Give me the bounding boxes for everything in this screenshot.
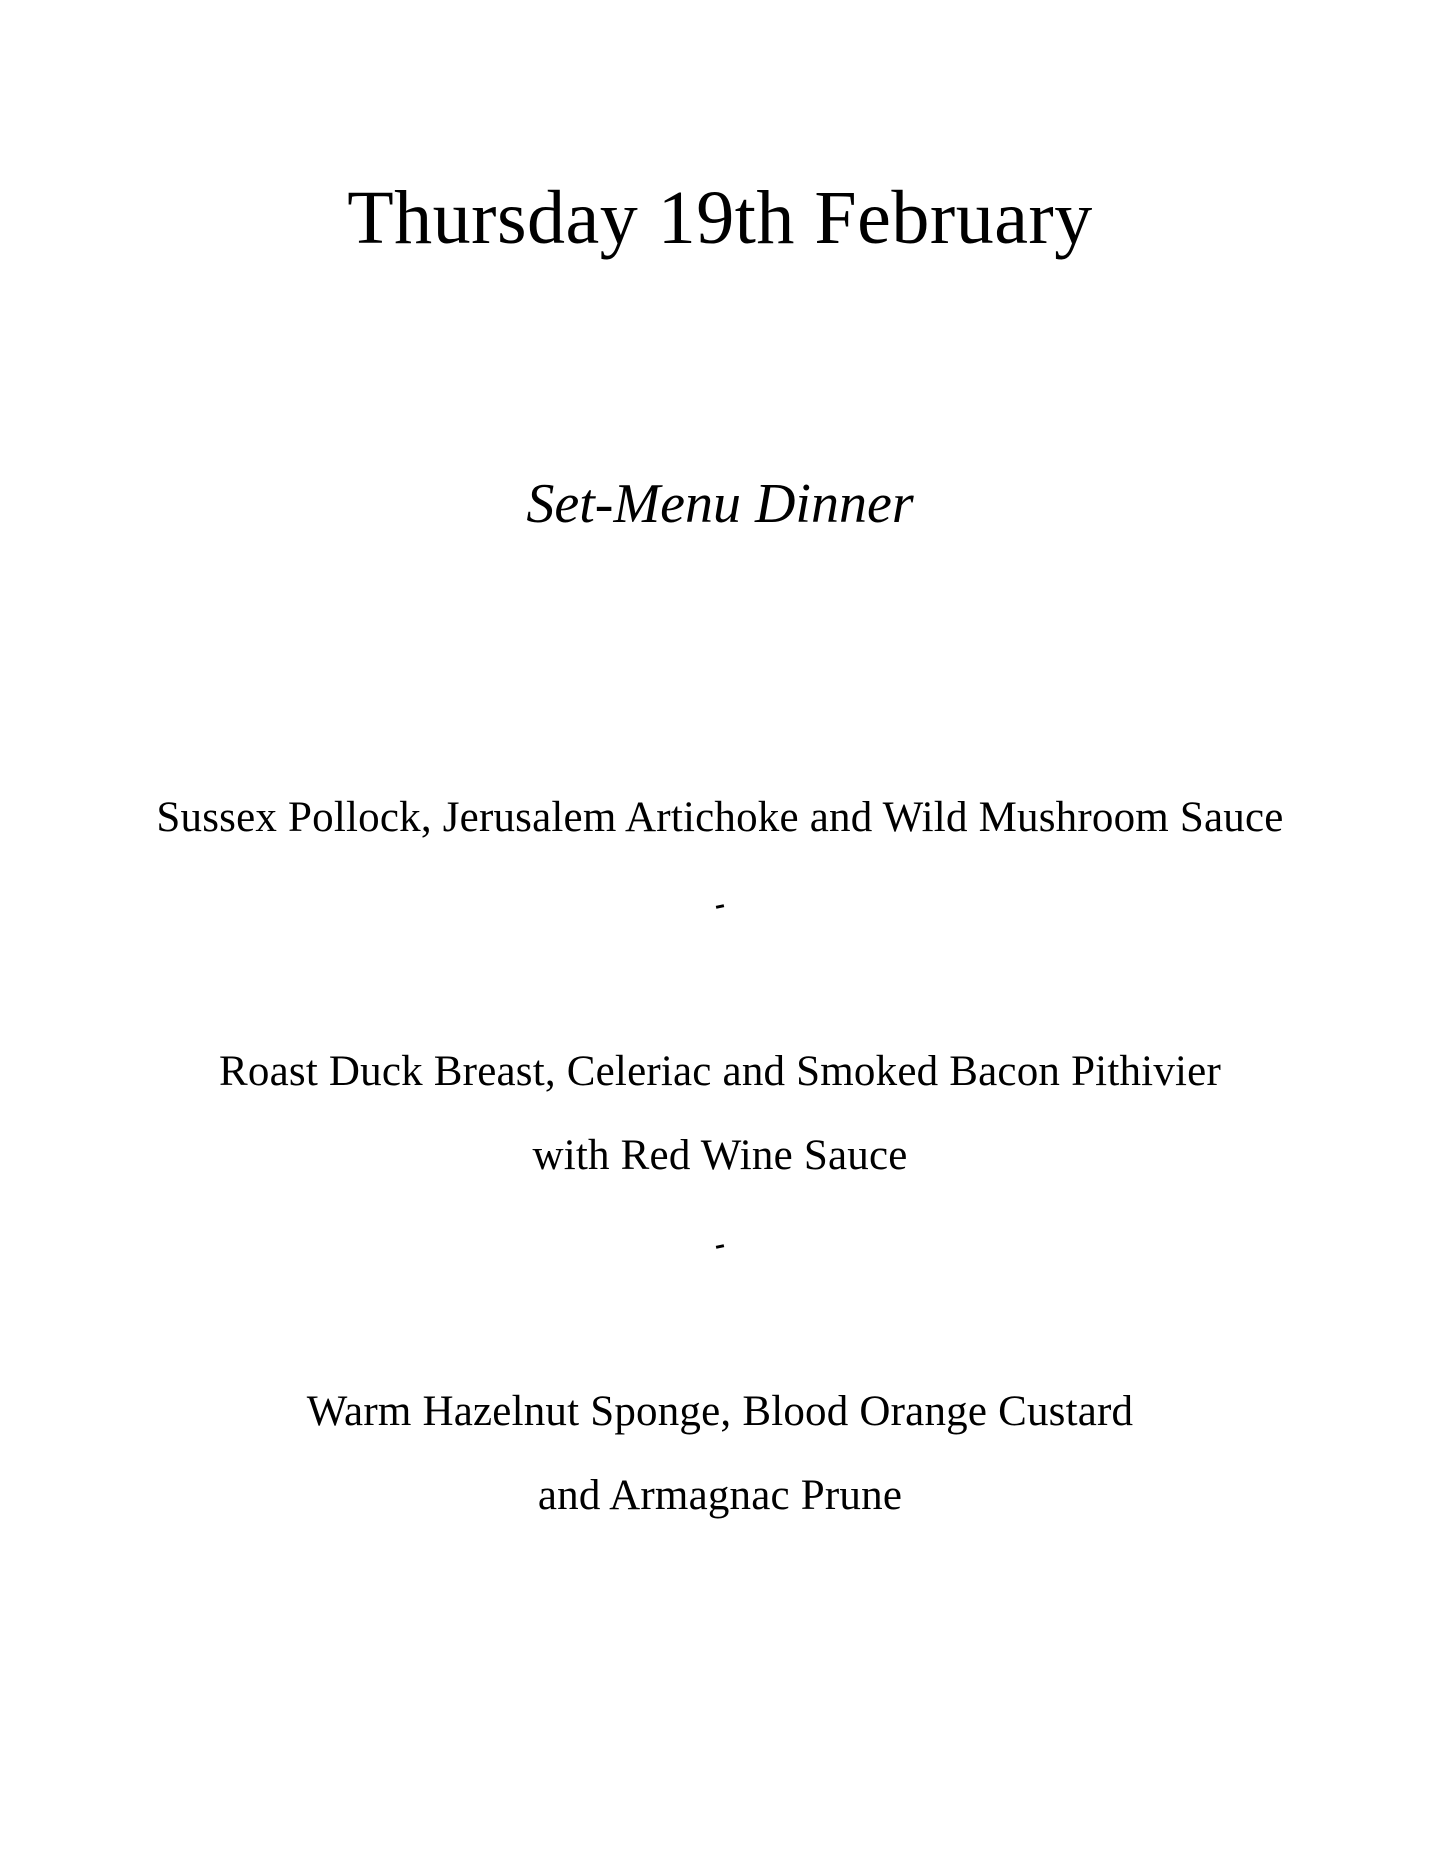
course-2-line-2: with Red Wine Sauce: [532, 1132, 908, 1179]
course-3-line-1: Warm Hazelnut Sponge, Blood Orange Custard: [306, 1388, 1134, 1435]
course-separator-1: [716, 904, 724, 909]
course-separator-2: [716, 1244, 724, 1249]
menu-subtitle: Set-Menu Dinner: [526, 473, 914, 535]
course-2-line-1: Roast Duck Breast, Celeriac and Smoked Bacon Pithivier: [219, 1048, 1221, 1095]
course-1-line-1: Sussex Pollock, Jerusalem Artichoke and Wild Mushroom Sauce: [156, 794, 1284, 841]
course-3-line-2: and Armagnac Prune: [537, 1472, 903, 1519]
date-heading: Thursday 19th February: [347, 176, 1093, 260]
